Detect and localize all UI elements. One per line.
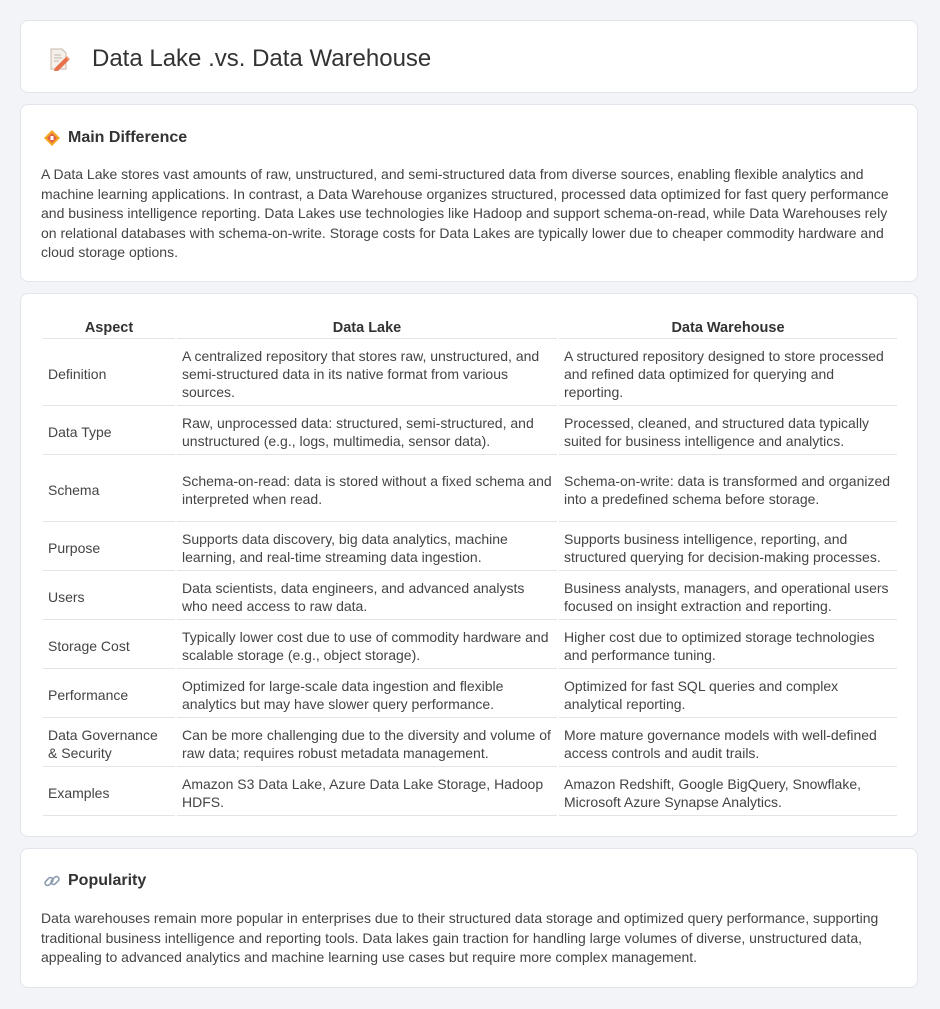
- main-difference-heading: Main Difference: [68, 129, 188, 146]
- row-aspect: Examples: [43, 769, 175, 816]
- row-data-lake: A centralized repository that stores raw, unstructured, and semi-structured data in its native format from various sources.: [177, 341, 557, 406]
- table-row: [43, 341, 897, 406]
- popularity-heading: Popularity: [68, 872, 147, 889]
- table-row: [43, 457, 897, 522]
- document-pencil-icon: [47, 47, 71, 71]
- row-data-lake: Data scientists, data engineers, and advanced analysts who need access to raw data.: [177, 573, 557, 620]
- row-data-warehouse: Processed, cleaned, and structured data typically suited for business intelligence and analytics.: [559, 408, 897, 455]
- table-row: [43, 769, 897, 816]
- main-difference-header: [43, 128, 187, 148]
- row-aspect: Users: [43, 573, 175, 620]
- row-data-warehouse: Supports business intelligence, reporting, and structured querying for decision-making processes.: [559, 524, 897, 571]
- row-data-lake: Supports data discovery, big data analytics, machine learning, and real-time streaming data ingestion.: [177, 524, 557, 571]
- page-title: Data Lake .vs. Data Warehouse: [92, 45, 432, 72]
- row-aspect: Definition: [43, 341, 175, 406]
- comparison-table: [41, 314, 899, 818]
- table-row: [43, 408, 897, 455]
- table-row: [43, 622, 897, 669]
- row-aspect: Data Governance & Security: [43, 720, 175, 767]
- row-data-warehouse: Schema-on-write: data is transformed and organized into a predefined schema before storage.: [559, 457, 897, 522]
- row-data-lake: Optimized for large-scale data ingestion and flexible analytics but may have slower query performance.: [177, 671, 557, 718]
- table-header-row: [43, 316, 897, 339]
- header-data-lake: Data Lake: [177, 316, 557, 339]
- header-data-warehouse: Data Warehouse: [559, 316, 897, 339]
- row-aspect: Data Type: [43, 408, 175, 455]
- popularity-text: Data warehouses remain more popular in enterprises due to their structured data storage and optimized query performance, supporting traditional business intelligence and reporting tools. Data lakes gain traction for handling large volumes of diverse, unstructured data, appealing to advanced analytics and machine learning use cases but require more complex management.: [41, 910, 879, 965]
- link-icon: [43, 872, 61, 890]
- row-data-lake: Typically lower cost due to use of commodity hardware and scalable storage (e.g., object storage).: [177, 622, 557, 669]
- row-data-lake: Can be more challenging due to the diversity and volume of raw data; requires robust metadata management.: [177, 720, 557, 767]
- header-aspect: Aspect: [43, 316, 175, 339]
- table-row: [43, 720, 897, 767]
- row-data-warehouse: Higher cost due to optimized storage technologies and performance tuning.: [559, 622, 897, 669]
- row-data-warehouse: A structured repository designed to store processed and refined data optimized for querying and reporting.: [559, 341, 897, 406]
- row-data-lake: Schema-on-read: data is stored without a fixed schema and interpreted when read.: [177, 457, 557, 522]
- row-data-warehouse: More mature governance models with well-defined access controls and audit trails.: [559, 720, 897, 767]
- table-row: [43, 524, 897, 571]
- table-row: [43, 573, 897, 620]
- row-aspect: Schema: [43, 457, 175, 522]
- row-aspect: Storage Cost: [43, 622, 175, 669]
- title-card: [20, 20, 918, 93]
- comparison-table-card: [20, 293, 918, 837]
- row-data-lake: Raw, unprocessed data: structured, semi-structured, and unstructured (e.g., logs, multimedia, sensor data).: [177, 408, 557, 455]
- diamond-sign-icon: [43, 129, 61, 147]
- row-data-warehouse: Business analysts, managers, and operational users focused on insight extraction and reporting.: [559, 573, 897, 620]
- main-difference-card: [20, 104, 918, 282]
- row-data-warehouse: Amazon Redshift, Google BigQuery, Snowflake, Microsoft Azure Synapse Analytics.: [559, 769, 897, 816]
- row-aspect: Purpose: [43, 524, 175, 571]
- row-data-warehouse: Optimized for fast SQL queries and complex analytical reporting.: [559, 671, 897, 718]
- popularity-header: [43, 871, 146, 891]
- main-difference-text: A Data Lake stores vast amounts of raw, unstructured, and semi-structured data from diverse sources, enabling flexible analytics and machine learning applications. In contrast, a Data Warehouse organizes structured, processed data optimized for fast query performance and business intelligence reporting. Data Lakes use technologies like Hadoop and support schema-on-read, while Data Warehouses rely on relational databases with schema-on-write. Storage costs for Data Lakes are typically lower due to cheaper commodity hardware and cloud storage options.: [41, 166, 889, 260]
- popularity-card: [20, 848, 918, 988]
- row-data-lake: Amazon S3 Data Lake, Azure Data Lake Storage, Hadoop HDFS.: [177, 769, 557, 816]
- row-aspect: Performance: [43, 671, 175, 718]
- table-row: [43, 671, 897, 718]
